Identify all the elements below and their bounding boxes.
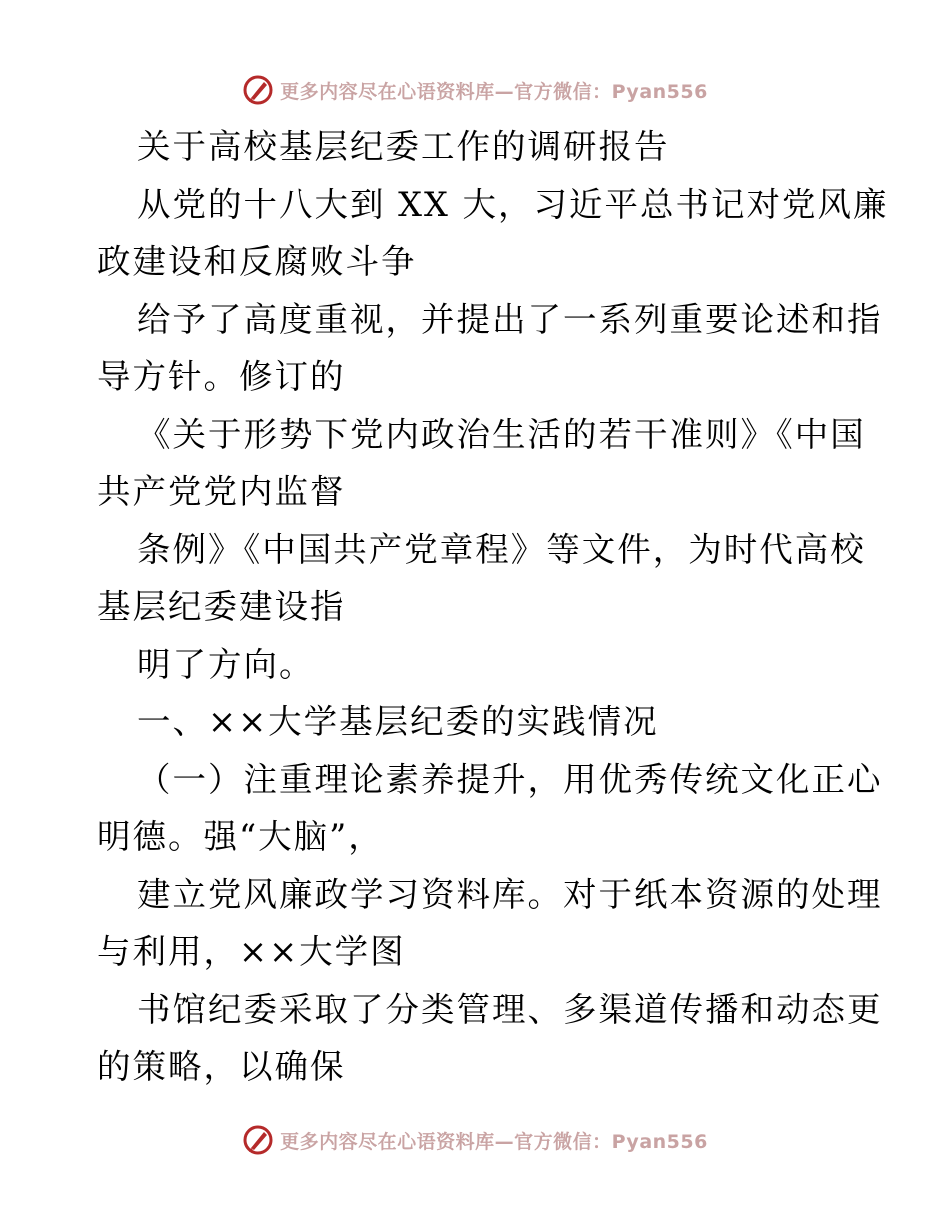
paragraph-line: 明德。强“大脑”， bbox=[97, 817, 384, 856]
paragraph-line: 《关于形势下党内政治生活的若干准则》《中国 bbox=[137, 414, 866, 454]
quill-pen-logo-icon bbox=[242, 74, 274, 106]
quill-pen-logo-icon bbox=[242, 1124, 274, 1156]
paragraph-line: 与利用，××大学图 bbox=[97, 932, 406, 971]
header-watermark bbox=[0, 72, 950, 108]
paragraph-line: 给予了高度重视，并提出了一系列重要论述和指 bbox=[137, 299, 883, 339]
paragraph-line: 从党的十八大到 XX 大，习近平总书记对党风廉 bbox=[137, 184, 889, 224]
document-body bbox=[97, 118, 889, 1096]
watermark-text: 更多内容尽在心语资料库—官方微信：Pyan556 bbox=[280, 80, 708, 103]
subsection-heading: （一）注重理论素养提升，用优秀传统文化正心 bbox=[137, 759, 883, 799]
paragraph-line: 导方针。修订的 bbox=[97, 357, 346, 396]
paragraph-line: 共产党党内监督 bbox=[97, 472, 346, 511]
paragraph-line: 的策略，以确保 bbox=[97, 1047, 346, 1086]
document-title: 关于高校基层纪委工作的调研报告 bbox=[137, 127, 670, 166]
paragraph-line: 政建设和反腐败斗争 bbox=[97, 242, 417, 281]
paragraph-line: 明了方向。 bbox=[137, 644, 315, 684]
paragraph-line: 基层纪委建设指 bbox=[97, 587, 346, 626]
paragraph-line: 建立党风廉政学习资料库。对于纸本资源的处理 bbox=[137, 874, 883, 914]
paragraph-line: 书馆纪委采取了分类管理、多渠道传播和动态更 bbox=[137, 989, 883, 1029]
footer-watermark bbox=[0, 1122, 950, 1158]
section-heading: 一、××大学基层纪委的实践情况 bbox=[137, 702, 659, 741]
watermark-text: 更多内容尽在心语资料库—官方微信：Pyan556 bbox=[280, 1130, 708, 1153]
paragraph-line: 条例》《中国共产党章程》等文件，为时代高校 bbox=[137, 529, 866, 569]
